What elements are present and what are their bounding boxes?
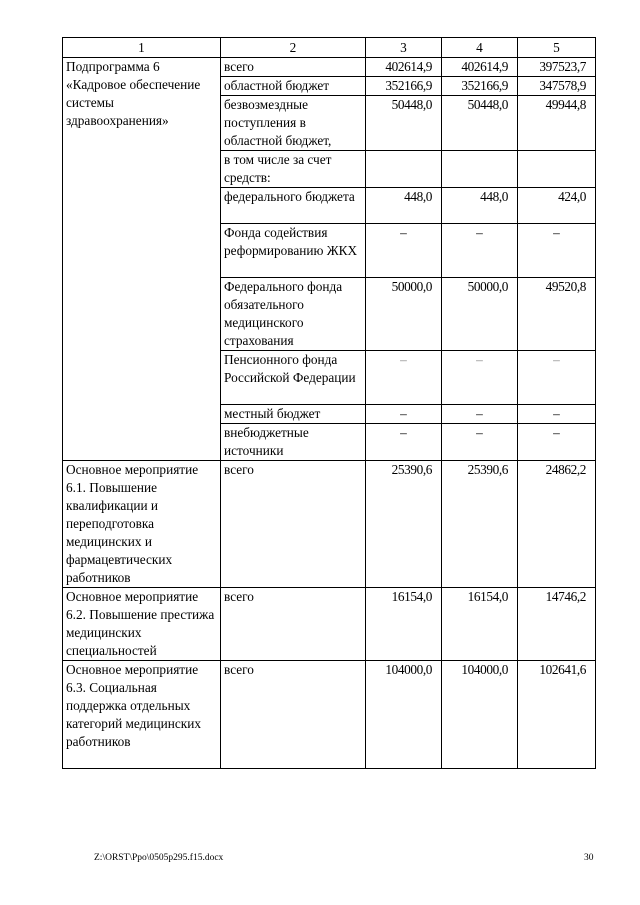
header-col-2: 2: [221, 38, 366, 58]
row-value-4: –: [442, 424, 518, 461]
row-value-3: [366, 151, 442, 188]
row-value-4: –: [442, 351, 518, 405]
row-value-4: 402614,9: [442, 58, 518, 77]
row-value-4: 352166,9: [442, 77, 518, 96]
row-label: всего: [221, 461, 366, 588]
row-value-3: 16154,0: [366, 588, 442, 661]
header-col-5: 5: [518, 38, 596, 58]
row-label: в том числе за счет средств:: [221, 151, 366, 188]
row-label: всего: [221, 58, 366, 77]
subprogram-name: Подпрограмма 6 «Кадровое обеспечение системы здравоохранения»: [63, 58, 221, 461]
row-label: Фонда содействия реформированию ЖКХ: [221, 224, 366, 278]
row-value-4: 50000,0: [442, 278, 518, 351]
row-value-4: –: [442, 405, 518, 424]
row-value-5: [518, 151, 596, 188]
row-value-5: 24862,2: [518, 461, 596, 588]
header-col-3: 3: [366, 38, 442, 58]
table-row: [63, 588, 596, 661]
row-value-3: –: [366, 424, 442, 461]
row-value-3: 402614,9: [366, 58, 442, 77]
row-value-5: 49944,8: [518, 96, 596, 151]
row-value-5: 49520,8: [518, 278, 596, 351]
row-value-3: 104000,0: [366, 661, 442, 769]
row-label: областной бюджет: [221, 77, 366, 96]
row-value-3: 25390,6: [366, 461, 442, 588]
row-value-4: 104000,0: [442, 661, 518, 769]
row-value-3: 448,0: [366, 188, 442, 224]
header-col-4: 4: [442, 38, 518, 58]
row-value-3: 352166,9: [366, 77, 442, 96]
row-value-5: 424,0: [518, 188, 596, 224]
table-row: [63, 461, 596, 588]
row-label: всего: [221, 661, 366, 769]
row-value-4: 50448,0: [442, 96, 518, 151]
header-col-1: 1: [63, 38, 221, 58]
row-value-5: –: [518, 224, 596, 278]
row-value-5: 102641,6: [518, 661, 596, 769]
row-value-5: –: [518, 424, 596, 461]
row-value-3: –: [366, 405, 442, 424]
row-value-5: 14746,2: [518, 588, 596, 661]
row-label: местный бюджет: [221, 405, 366, 424]
row-label: всего: [221, 588, 366, 661]
row-value-4: [442, 151, 518, 188]
row-value-3: –: [366, 351, 442, 405]
table-row: [63, 58, 596, 77]
footer-file-path: Z:\ORST\Ppo\0505p295.f15.docx: [94, 853, 224, 863]
row-label: внебюджетные источники: [221, 424, 366, 461]
table-row: [63, 661, 596, 769]
measure-name: Основное мероприятие 6.3. Социальная поддержка отдельных категорий медицинских работников: [63, 661, 221, 769]
measure-name: Основное мероприятие 6.2. Повышение престижа медицинских специальностей: [63, 588, 221, 661]
row-value-4: –: [442, 224, 518, 278]
row-value-5: –: [518, 351, 596, 405]
row-value-3: 50000,0: [366, 278, 442, 351]
row-value-3: 50448,0: [366, 96, 442, 151]
row-label: Федерального фонда обязательного медицинского страхования: [221, 278, 366, 351]
row-value-4: 25390,6: [442, 461, 518, 588]
page-number: 30: [584, 853, 594, 863]
budget-table: [62, 37, 596, 769]
row-value-5: 397523,7: [518, 58, 596, 77]
header-row: [63, 38, 596, 58]
row-value-5: –: [518, 405, 596, 424]
measure-name: Основное мероприятие 6.1. Повышение квалификации и переподготовка медицинских и фармацевтических работников: [63, 461, 221, 588]
row-value-3: –: [366, 224, 442, 278]
row-label: федерального бюджета: [221, 188, 366, 224]
row-value-4: 448,0: [442, 188, 518, 224]
row-value-4: 16154,0: [442, 588, 518, 661]
row-value-5: 347578,9: [518, 77, 596, 96]
row-label: безвозмездные поступления в областной бюджет,: [221, 96, 366, 151]
row-label: Пенсионного фонда Российской Федерации: [221, 351, 366, 405]
